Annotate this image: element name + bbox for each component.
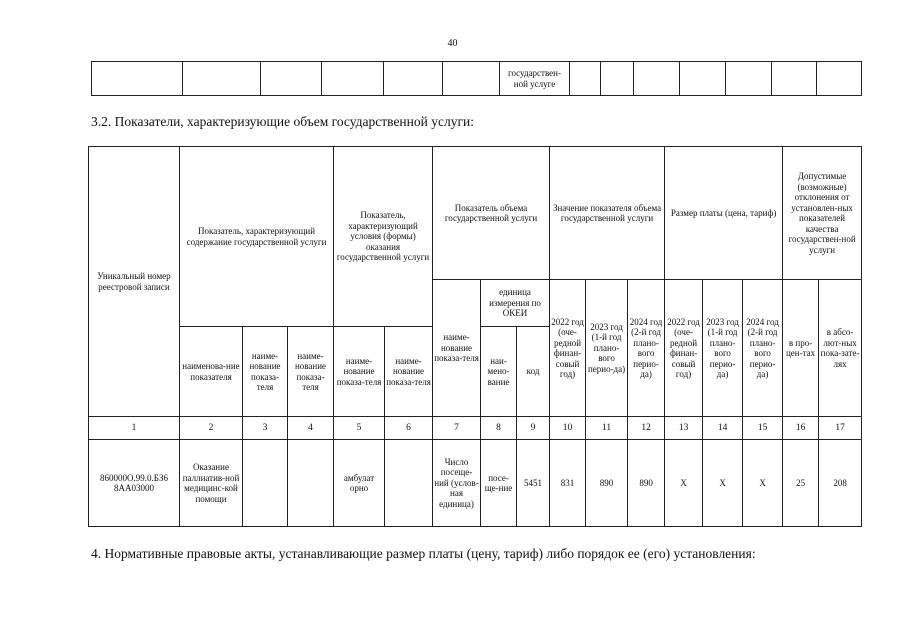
value-2022-cell: 831: [550, 440, 586, 527]
continuation-cell: [384, 62, 443, 96]
continuation-cell: [261, 62, 322, 96]
header-row: [89, 147, 862, 280]
section-4-heading: 4. Нормативные правовые акты, устанавливающие размер платы (цену, тариф) либо порядок ее (его) установления:: [91, 546, 756, 561]
header-unique-number: Уникальный номер реестровой записи: [89, 147, 180, 417]
header-value-2023: 2023 год (1-й год плано-вого перио-да): [586, 280, 628, 417]
content-indicator-2-cell: [243, 440, 288, 527]
header-condition-name-2: наиме-нование показа-теля: [385, 327, 433, 417]
page-number: 40: [447, 38, 458, 49]
header-unit-code: код: [517, 327, 550, 417]
column-number: 12: [628, 417, 665, 440]
continuation-cell: [726, 62, 772, 96]
continuation-cell: [680, 62, 726, 96]
column-number: 15: [743, 417, 783, 440]
continuation-cell: [817, 62, 862, 96]
continuation-cell: [183, 62, 261, 96]
volume-indicator-cell: Число посеще-ний (услов-ная единица): [433, 440, 481, 527]
header-deviation-percent: в про-цен-тах: [783, 280, 819, 417]
column-number: 8: [481, 417, 517, 440]
header-content-name-3: наиме-нование показа-теля: [288, 327, 334, 417]
header-fee-2024: 2024 год (2-й год плано-вого перио-да): [743, 280, 783, 417]
content-indicator-3-cell: [288, 440, 334, 527]
column-number: 3: [243, 417, 288, 440]
continuation-cell: [443, 62, 500, 96]
column-number: 14: [703, 417, 743, 440]
column-number: 2: [180, 417, 243, 440]
column-number: 13: [665, 417, 703, 440]
header-indicator-name: наиме-нование показа-теля: [433, 280, 481, 417]
continuation-cell: [634, 62, 680, 96]
column-number: 1: [89, 417, 180, 440]
column-number: 5: [334, 417, 385, 440]
header-deviation-absolute: в абсо-лют-ных пока-зате-лях: [819, 280, 862, 417]
header-conditions-indicator: Показатель, характеризующий условия (формы) оказания государственной услуги: [334, 147, 433, 327]
condition-indicator-2-cell: [385, 440, 433, 527]
column-number: 10: [550, 417, 586, 440]
fee-2024-cell: Х: [743, 440, 783, 527]
header-deviations: Допустимые (возможные) отклонения от установлен-ных показателей качества государствен-ной услуги: [783, 147, 862, 280]
continuation-cell: [322, 62, 384, 96]
volume-indicators-table: [88, 146, 862, 527]
fee-2023-cell: Х: [703, 440, 743, 527]
column-number-row: [89, 417, 862, 440]
deviation-absolute-cell: 208: [819, 440, 862, 527]
header-value-2024: 2024 год (2-й год плано-вого перио-да): [628, 280, 665, 417]
continuation-cell: [92, 62, 183, 96]
header-fee-2022: 2022 год (оче-редной финан-совый год): [665, 280, 703, 417]
header-content-indicator: Показатель, характеризующий содержание государственной услуги: [180, 147, 334, 327]
column-number: 7: [433, 417, 481, 440]
header-content-name-1: наименова-ние показателя: [180, 327, 243, 417]
column-number: 6: [385, 417, 433, 440]
value-2023-cell: 890: [586, 440, 628, 527]
header-content-name-2: наиме-нование показа-теля: [243, 327, 288, 417]
fee-2022-cell: Х: [665, 440, 703, 527]
registry-number-cell: 860000О.99.0.БЗ6 8АА03000: [89, 440, 180, 527]
deviation-percent-cell: 25: [783, 440, 819, 527]
column-number: 16: [783, 417, 819, 440]
column-number: 11: [586, 417, 628, 440]
section-3-2-heading: 3.2. Показатели, характеризующие объем государственной услуги:: [91, 114, 474, 129]
continuation-cell: [601, 62, 634, 96]
condition-indicator-1-cell: амбулат орно: [334, 440, 385, 527]
header-unit-name: наи-мено-вание: [481, 327, 517, 417]
unit-code-cell: 5451: [517, 440, 550, 527]
table-row: [89, 440, 862, 527]
header-value-2022: 2022 год (оче-редной финан-совый год): [550, 280, 586, 417]
continuation-table: [91, 61, 862, 96]
unit-name-cell: посе-ще-ние: [481, 440, 517, 527]
header-indicator-values: Значение показателя объема государственной услуги: [550, 147, 665, 280]
content-indicator-1-cell: Оказание паллиатив-ной медицинс-кой помощи: [180, 440, 243, 527]
header-condition-name-1: наиме-нование показа-теля: [334, 327, 385, 417]
value-2024-cell: 890: [628, 440, 665, 527]
column-number: 9: [517, 417, 550, 440]
continuation-cell: [570, 62, 601, 96]
header-fee-2023: 2023 год (1-й год плано-вого перио-да): [703, 280, 743, 417]
header-volume-indicator: Показатель объема государственной услуги: [433, 147, 550, 280]
header-fee: Размер платы (цена, тариф): [665, 147, 783, 280]
column-number: 17: [819, 417, 862, 440]
header-unit-okei: единица измерения по ОКЕИ: [481, 280, 550, 327]
continuation-cell-text: государствен-ной услуге: [500, 62, 570, 96]
column-number: 4: [288, 417, 334, 440]
continuation-cell: [772, 62, 817, 96]
